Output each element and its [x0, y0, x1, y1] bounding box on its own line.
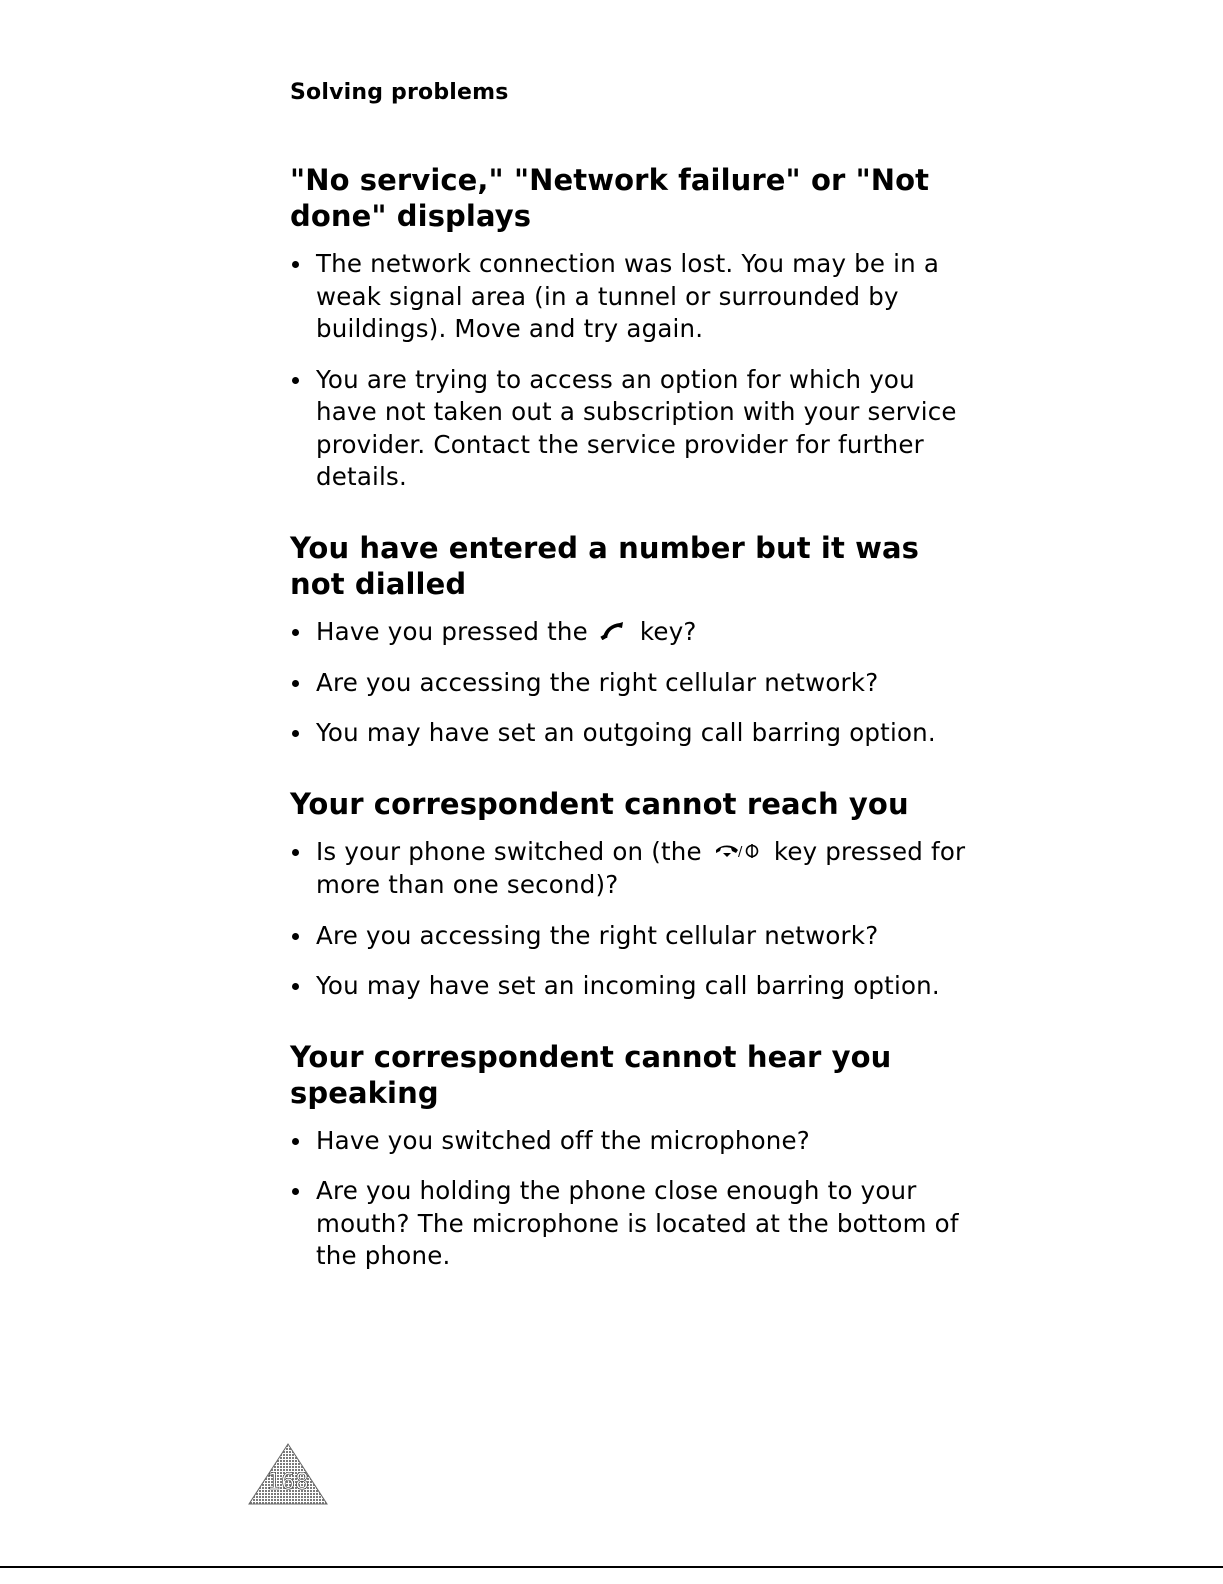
bullet-dot	[292, 849, 299, 856]
bullet-list	[290, 1125, 970, 1273]
bullet-dot	[292, 933, 299, 940]
bullet-text: You may have set an outgoing call barring option.	[316, 718, 936, 748]
bullet-text: Are you holding the phone close enough to your mouth? The microphone is located at the bottom of the phone.	[316, 1176, 959, 1270]
section-not-dialled	[290, 530, 970, 750]
section-heading: Your correspondent cannot hear you speaking	[290, 1039, 892, 1110]
send-key-icon	[600, 616, 626, 649]
bullet-item	[290, 616, 970, 649]
bullet-text-before: Have you pressed the	[316, 616, 588, 646]
bullet-text: The network connection was lost. You may be in a weak signal area (in a tunnel or surrounded by buildings). Move and try again.	[316, 249, 940, 343]
bullet-item	[290, 248, 970, 346]
section-heading: "No service," "Network failure" or "Not done" displays	[290, 163, 930, 233]
bullet-text-after: key?	[639, 616, 697, 646]
bullet-list	[290, 616, 970, 750]
bullet-dot	[292, 377, 299, 384]
bullet-dot	[292, 261, 299, 268]
section-heading: You have entered a number but it was not dialled	[290, 530, 920, 601]
bullet-text-before: Is your phone switched on (the	[316, 836, 702, 866]
svg-text:/: /	[737, 844, 743, 860]
bullet-text: You may have set an incoming call barring option.	[316, 971, 940, 1000]
running-header: Solving problems	[290, 80, 509, 105]
section-no-service	[290, 162, 970, 494]
bullet-text-after: key pressed for more than one second)?	[316, 836, 966, 899]
bullet-item	[290, 1125, 970, 1158]
bullet-dot	[292, 680, 299, 687]
end-power-key-icon	[714, 837, 760, 870]
bullet-dot	[292, 730, 299, 737]
bullet-item	[290, 970, 970, 1003]
bullet-dot	[292, 629, 299, 636]
bullet-item	[290, 717, 970, 750]
page-number-badge	[247, 1442, 329, 1506]
bullet-item	[290, 364, 970, 494]
page-content	[290, 162, 970, 1309]
section-cannot-hear	[290, 1039, 970, 1273]
section-cannot-reach	[290, 786, 970, 1003]
bullet-dot	[292, 1138, 299, 1145]
page-number: 168	[267, 1470, 309, 1495]
bullet-text: Have you switched off the microphone?	[316, 1125, 810, 1155]
bottom-rule	[0, 1566, 1223, 1568]
bullet-item	[290, 920, 970, 953]
bullet-item	[290, 836, 970, 902]
bullet-dot	[292, 1188, 299, 1195]
bullet-text: Are you accessing the right cellular network?	[316, 920, 879, 950]
bullet-dot	[292, 983, 299, 990]
bullet-list	[290, 248, 970, 494]
section-heading: Your correspondent cannot reach you	[290, 786, 909, 821]
bullet-list	[290, 836, 970, 1003]
bullet-text: You are trying to access an option for which you have not taken out a subscription with your service provider. Contact the service provider for further details.	[316, 364, 957, 491]
bullet-text: Are you accessing the right cellular network?	[316, 667, 879, 697]
bullet-item	[290, 1175, 970, 1273]
bullet-item	[290, 667, 970, 700]
